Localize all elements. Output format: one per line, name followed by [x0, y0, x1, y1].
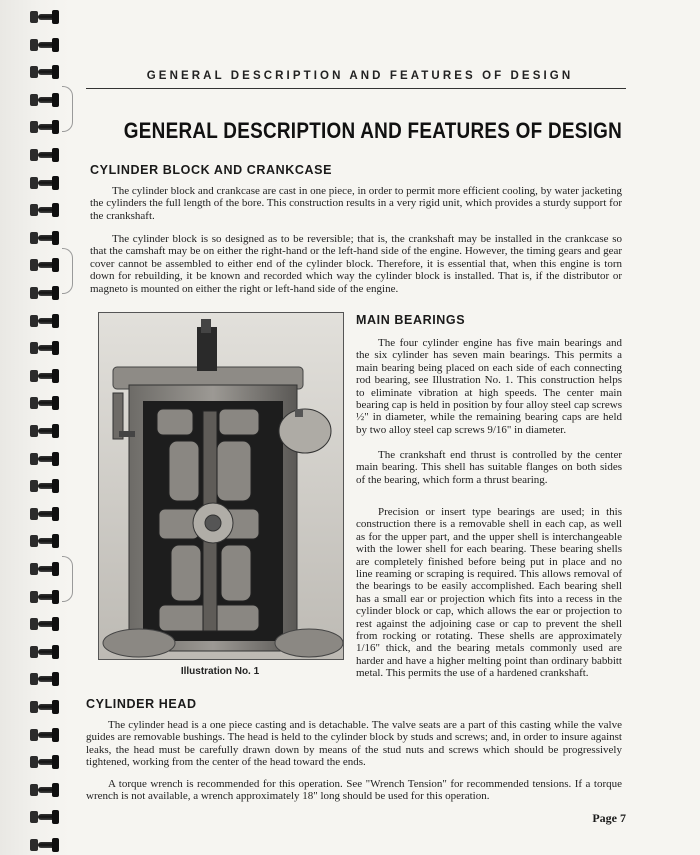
binding-ring	[30, 753, 60, 770]
binding-ring	[30, 284, 60, 301]
running-head: GENERAL DESCRIPTION AND FEATURES OF DESIGN	[146, 70, 574, 82]
cylinder-head-heading: CYLINDER HEAD	[86, 697, 197, 711]
binding-ring	[30, 312, 60, 329]
binding-ring	[30, 63, 60, 80]
page-tab-notch	[62, 556, 73, 602]
main-bearings-paragraph-2: The crankshaft end thrust is controlled by the center main bearing. This shell has suitable flanges on both sides of the bearing, which form a thrust bearing.	[356, 449, 622, 486]
binding-ring	[30, 588, 60, 605]
binding-ring	[30, 670, 60, 687]
binding-ring	[30, 726, 60, 743]
main-bearings-heading: MAIN BEARINGS	[356, 313, 466, 327]
binding-ring	[30, 643, 60, 660]
binding-ring	[30, 532, 60, 549]
binding-ring	[30, 339, 60, 356]
binding-ring	[30, 477, 60, 494]
cylinder-head-paragraph-2: A torque wrench is recommended for this operation. See "Wrench Tension" for recommended tensions. If a torque wrench is not available, a wrench approximately 18" long should be used for this operation.	[86, 778, 622, 803]
main-bearings-paragraph-1: The four cylinder engine has five main bearings and the six cylinder has seven main bearings. This permits a main bearing being placed on each side of each connecting rod bearing, see Illustration No. 1. This construction helps to eliminate vibration at high speeds. The center main bearing cap is held in position by four alloy steel cap screws ½" in diameter, while the remaining bearing caps are held by two alloy steel cap screws 9/16" in diameter.	[356, 337, 622, 436]
binding-ring	[30, 256, 60, 273]
figure-caption: Illustration No. 1	[180, 666, 260, 677]
binding-ring	[30, 422, 60, 439]
cylinder-head-paragraph-1: The cylinder head is a one piece casting and is detachable. The valve seats are a part of this casting while the valve guides are removable bushings. The head is held to the cylinder block by studs and screws; and, in order to insure against leaks, the head must be carefully drawn down by means of the stud nuts and screws which should be progressively tightened, working from the center of the head toward the ends.	[86, 719, 622, 769]
binding-ring	[30, 229, 60, 246]
binding-ring	[30, 808, 60, 825]
binding-ring	[30, 615, 60, 632]
main-bearings-paragraph-3: Precision or insert type bearings are used; in this construction there is a removable shell in each cap, as well as for the upper part, and the upper shell is interchangeable with the lower shell for each bearing. These bearing shells are completely finished before being put in place and no line reaming or scraping is required. This allows removal of the bearings to be easily accomplished. Each bearing shell has a small ear or projection which fits into a recess in the cylinder block or cap, which allows the ear or projection to rest against the adjoining case or cap to prevent the shell from rocking or rotating. These shells are approximately 1/16" thick, and the bearing metals commonly used are harder and have a higher melting point than ordinary babbitt metal. This permits the use of a hardened crankshaft.	[356, 506, 622, 680]
binding-ring	[30, 450, 60, 467]
page-title: GENERAL DESCRIPTION AND FEATURES OF DESIGN	[123, 118, 623, 143]
cylinder-block-paragraph-2: The cylinder block is so designed as to be reversible; that is, the crankshaft may be installed in the crankcase so that the camshaft may be on either the right-hand or the left-hand side of the engine. However, the timing gears and gear cover cannot be assembled to either end of the cylinder block. Therefore, it is essential that, when this engine is torn down for rebuilding, it be known and recorded which way the cylinder block is installed. That is, if the distributor or magneto is mounted on either the right or left-hand side of the engine.	[90, 233, 622, 295]
spiral-binding	[0, 0, 70, 855]
page-tab-notch	[62, 86, 73, 132]
binding-ring	[30, 367, 60, 384]
binding-ring	[30, 505, 60, 522]
binding-ring	[30, 118, 60, 135]
page-tab-notch	[62, 248, 73, 294]
header-rule	[86, 88, 626, 89]
binding-ring	[30, 698, 60, 715]
binding-ring	[30, 836, 60, 853]
cylinder-block-paragraph-1: The cylinder block and crankcase are cast in one piece, in order to permit more efficient cooling, by water jacketing the cylinders the full length of the bore. This construction results in a very rigid unit, which provides a sturdy support for the crankshaft.	[90, 185, 622, 222]
binding-ring	[30, 146, 60, 163]
binding-ring	[30, 394, 60, 411]
binding-ring	[30, 201, 60, 218]
engine-block-photo-icon	[99, 313, 343, 659]
binding-ring	[30, 36, 60, 53]
binding-ring	[30, 8, 60, 25]
binding-ring	[30, 781, 60, 798]
cylinder-block-heading: CYLINDER BLOCK AND CRANKCASE	[90, 163, 333, 177]
binding-ring	[30, 560, 60, 577]
binding-ring	[30, 91, 60, 108]
page-number: Page 7	[592, 811, 626, 825]
engine-block-illustration	[98, 312, 344, 660]
binding-ring	[30, 174, 60, 191]
